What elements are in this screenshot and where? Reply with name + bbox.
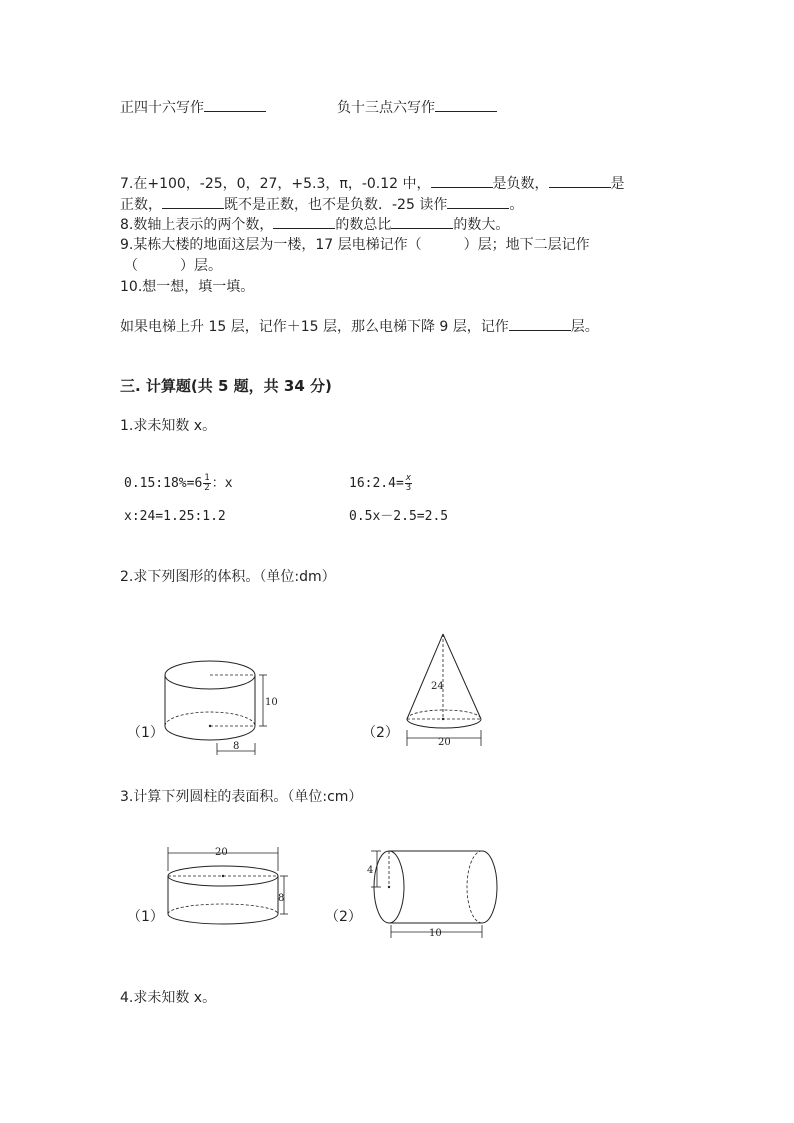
question-10-body: [120, 316, 599, 337]
dimension-label: 8: [278, 893, 285, 904]
fraction-denominator: 3: [405, 483, 412, 493]
question-8: [120, 214, 509, 235]
q7-text: 。: [509, 197, 524, 213]
equation-3: x:24=1.25:1.2: [124, 509, 226, 524]
cylinder-figure: [165, 655, 295, 765]
figure-label: （1）: [127, 725, 164, 741]
equation-4: 0.5x－2.5=2.5: [349, 509, 449, 524]
equation-text: 0.15:18%=6: [124, 476, 203, 491]
label-negative-13-6: 负十三点六写作: [337, 100, 435, 116]
equation-text: 16:2.4=: [349, 476, 404, 491]
q7-text: 是: [610, 176, 625, 192]
fill-line-negative: [337, 97, 497, 118]
q10-text: 如果电梯上升 15 层，记作＋15 层，那么电梯下降 9 层，记作: [120, 319, 509, 335]
dimension-label: 8: [233, 741, 240, 752]
answer-blank[interactable]: [435, 97, 497, 112]
answer-blank[interactable]: [447, 194, 509, 209]
section-heading: 三. 计算题(共 5 题，共 34 分): [120, 377, 332, 395]
answer-blank[interactable]: [431, 173, 493, 188]
answer-blank[interactable]: [204, 97, 266, 112]
figure-label: （1）: [127, 909, 164, 925]
calc-4-title: 4.求未知数 x。: [120, 990, 217, 1006]
q8-text: 的数总比: [335, 217, 392, 233]
answer-blank[interactable]: [509, 316, 571, 331]
q7-text: 是负数，: [492, 176, 549, 192]
cone-figure: [405, 634, 490, 749]
fill-line-positive: [120, 97, 266, 118]
answer-blank[interactable]: [391, 214, 453, 229]
dimension-label: 10: [429, 928, 442, 939]
figure-label: （2）: [362, 725, 399, 741]
q7-text: 既不是正数，也不是负数．-25 读作: [224, 197, 448, 213]
cylinder-figure: [160, 843, 295, 938]
equation-1: [124, 474, 233, 494]
q8-text: 8.数轴上表示的两个数，: [120, 217, 274, 233]
equation-text: ：x: [211, 476, 233, 491]
dimension-label: 4: [367, 865, 374, 876]
fraction-denominator: 2: [204, 483, 210, 493]
dimension-label: 10: [265, 697, 278, 708]
answer-blank[interactable]: [162, 194, 224, 209]
calc-1-title: 1.求未知数 x。: [120, 418, 217, 434]
question-10-title: 10.想一想，填一填。: [120, 279, 255, 295]
question-7-line2: [120, 194, 523, 215]
horizontal-cylinder-figure: [365, 845, 505, 940]
label-positive-46: 正四十六写作: [120, 100, 204, 116]
q7-text: 正数，: [120, 197, 162, 213]
dimension-label: 20: [438, 737, 451, 748]
equation-2: [349, 474, 413, 494]
q8-text: 的数大。: [453, 217, 510, 233]
figure-label: （2）: [325, 909, 362, 925]
answer-blank[interactable]: [549, 173, 611, 188]
fraction-numerator: x: [405, 473, 412, 483]
q7-text: 7.在+100，-25，0，27，+5.3，π，-0.12 中，: [120, 176, 431, 192]
q10-text: 层。: [570, 319, 599, 335]
calc-3-title: 3.计算下列圆柱的表面积。（单位:cm）: [120, 789, 363, 805]
fraction: [405, 474, 412, 493]
answer-blank[interactable]: [273, 214, 335, 229]
fraction-numerator: 1: [204, 473, 210, 483]
question-7-line1: [120, 173, 625, 194]
question-9-line2: （ ）层。: [124, 258, 222, 274]
fraction: [203, 474, 210, 493]
dimension-label: 24: [431, 681, 444, 692]
question-9-line1: 9.某栋大楼的地面这层为一楼，17 层电梯记作（ ）层；地下二层记作: [120, 237, 590, 253]
dimension-label: 20: [215, 847, 228, 858]
calc-2-title: 2.求下列图形的体积。（单位:dm）: [120, 569, 336, 585]
